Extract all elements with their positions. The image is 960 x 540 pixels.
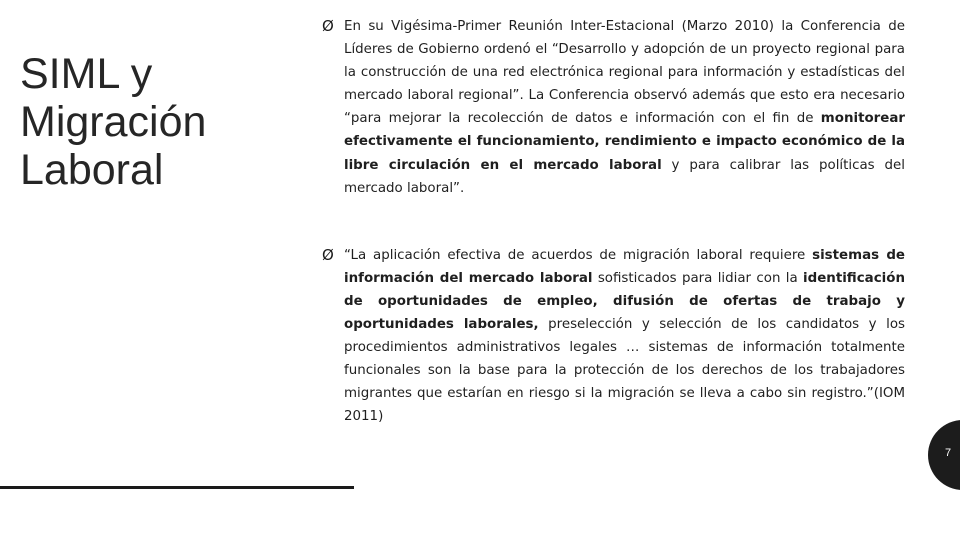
text-segment: sofisticados para lidiar con la xyxy=(592,270,804,286)
emphasis-text: sistemas de información del mercado laboral xyxy=(344,247,905,286)
bullet-item-2 xyxy=(322,244,905,429)
slide-title xyxy=(20,50,280,194)
arrow-bullet-icon: Ø xyxy=(322,245,334,264)
slide-title-line-1: SIML y xyxy=(20,50,153,98)
text-segment: “La aplicación efectiva de acuerdos de migración laboral requiere xyxy=(344,247,813,263)
arrow-bullet-icon: Ø xyxy=(322,17,334,35)
divider-line xyxy=(0,486,354,489)
text-segment: y para calibrar las políticas del mercado laboral”. xyxy=(344,157,905,196)
text-segment: En su Vigésima-Primer Reunión Inter-Estacional (Marzo 2010) la Conferencia de Líderes de Gobierno ordenó el “Desarrollo y adopción de un proyecto regional para la construcción de una red electrónica regional para información y estadísticas del mercado laboral regional”. La Conferencia observó además que esto era necesario “para mejorar la recolección de datos e información con el fin de xyxy=(344,19,905,127)
emphasis-text: monitorear efectivamente el funcionamiento, rendimiento e impacto económico de la libre circulación en el mercado laboral xyxy=(344,111,905,173)
slide-title-line-3: Laboral xyxy=(20,146,164,194)
bullet-text xyxy=(344,15,905,200)
emphasis-text: identificación de oportunidades de empleo, difusión de ofertas de trabajo y oportunidades laborales, xyxy=(344,270,905,333)
page-number-badge xyxy=(928,420,960,490)
bullet-item-1 xyxy=(322,15,905,200)
content-area xyxy=(322,15,905,429)
slide-title-line-2: Migración xyxy=(20,98,207,146)
bullet-text xyxy=(344,244,905,429)
text-segment: preselección y selección de los candidatos y los procedimientos administrativos legales … sistemas de información totalmente funcionales son la base para la protección de los derechos de los trabajadores migrantes que estarían en riesgo si la migración se lleva a cabo sin registro.”(IOM 2011) xyxy=(344,317,905,425)
page-number: 7 xyxy=(945,447,952,459)
